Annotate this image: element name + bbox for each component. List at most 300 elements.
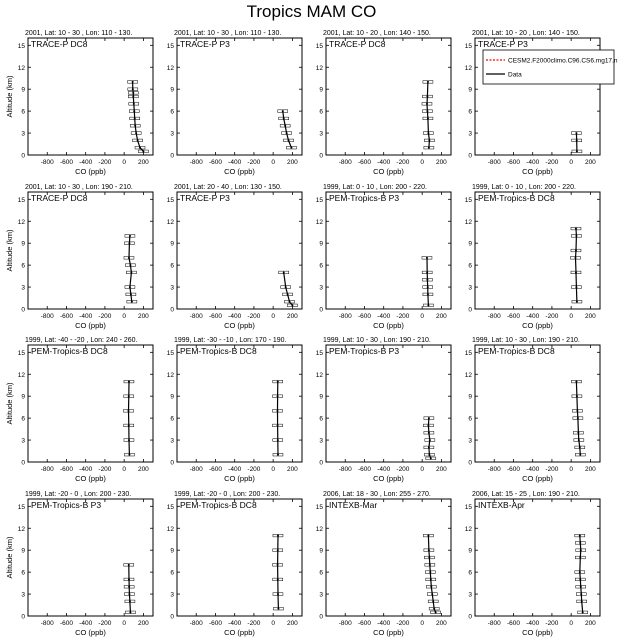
plot-frame (326, 192, 451, 309)
data-point (130, 293, 132, 295)
data-point (429, 439, 431, 441)
y-tick-label: 9 (170, 86, 174, 94)
campaign-label: TRACE-P P3 (180, 39, 230, 49)
plot-frame (475, 192, 600, 309)
y-tick-label: 6 (21, 415, 25, 423)
y-tick-label: 0 (170, 152, 174, 160)
data-point (428, 454, 430, 456)
panel-header: 2006, Lat: 18 - 30 , Lon: 255 - 270. (323, 491, 431, 498)
data-point (427, 117, 429, 119)
x-tick-label: 0 (271, 466, 275, 473)
x-tick-label: 0 (420, 620, 424, 627)
data-point (579, 557, 581, 559)
y-tick-label: 9 (21, 240, 25, 248)
x-tick-label: -800 (40, 159, 54, 166)
panel-6 (167, 184, 302, 330)
x-axis-label: CO (ppb) (75, 474, 106, 483)
panel-11 (316, 337, 451, 483)
x-tick-label: 0 (569, 620, 573, 627)
page-title: Tropics MAM CO (246, 2, 377, 21)
x-tick-label: 200 (584, 313, 596, 320)
data-point (277, 381, 279, 383)
panel-header: 1999, Lat: 0 - 10 , Lon: 200 - 220. (472, 184, 576, 191)
campaign-label: INTEXB-Apr (478, 500, 525, 510)
x-tick-label: 200 (435, 466, 447, 473)
x-tick-label: 0 (271, 620, 275, 627)
x-tick-label: -600 (59, 159, 73, 166)
x-tick-label: -600 (506, 159, 520, 166)
y-tick-label: 3 (468, 284, 472, 292)
data-point (129, 611, 131, 613)
x-tick-label: -800 (189, 620, 203, 627)
y-tick-label: 12 (315, 64, 323, 72)
panel-header: 2001, Lat: 20 - 40 , Lon: 130 - 150. (174, 184, 282, 191)
x-tick-label: -600 (506, 620, 520, 627)
data-point (128, 257, 130, 259)
data-point (575, 235, 577, 237)
x-tick-label: 200 (286, 159, 298, 166)
y-tick-label: 0 (319, 613, 323, 621)
x-axis-label: CO (ppb) (373, 628, 404, 637)
panel-15 (316, 491, 451, 637)
data-point (577, 417, 579, 419)
data-point (427, 424, 429, 426)
data-point (287, 293, 289, 295)
data-point (289, 301, 291, 303)
x-tick-label: -600 (208, 620, 222, 627)
y-tick-label: 6 (468, 569, 472, 577)
data-point (429, 564, 431, 566)
data-point (277, 549, 279, 551)
x-tick-label: -600 (357, 466, 371, 473)
x-axis-label: CO (ppb) (522, 321, 553, 330)
data-point (128, 454, 130, 456)
campaign-label: PEM-Tropics-B DC8 (478, 346, 555, 356)
data-point (428, 549, 430, 551)
y-tick-label: 0 (21, 613, 25, 621)
x-tick-label: -600 (506, 466, 520, 473)
data-point (429, 571, 431, 573)
data-point (128, 586, 130, 588)
x-tick-label: 200 (137, 620, 149, 627)
x-tick-label: -400 (377, 466, 391, 473)
y-tick-label: 6 (319, 108, 323, 116)
data-point (127, 410, 129, 412)
x-tick-label: -200 (545, 620, 559, 627)
y-tick-label: 15 (17, 196, 25, 204)
data-point (284, 125, 286, 127)
x-tick-label: -400 (526, 466, 540, 473)
x-tick-label: -600 (208, 313, 222, 320)
x-tick-label: -200 (98, 159, 112, 166)
panel-header: 1999, Lat: -30 - -10 , Lon: 170 - 190. (174, 337, 287, 344)
data-point (128, 564, 130, 566)
x-tick-label: -800 (40, 466, 54, 473)
y-tick-label: 15 (315, 42, 323, 50)
data-point (131, 301, 133, 303)
campaign-label: TRACE-P DC8 (31, 193, 88, 203)
y-tick-label: 3 (319, 437, 323, 445)
x-tick-label: -200 (98, 466, 112, 473)
y-tick-label: 6 (170, 262, 174, 270)
y-tick-label: 15 (166, 503, 174, 511)
data-point (426, 271, 428, 273)
y-tick-label: 6 (170, 569, 174, 577)
y-tick-label: 6 (21, 262, 25, 270)
y-tick-label: 0 (170, 306, 174, 314)
x-tick-label: -800 (338, 313, 352, 320)
x-tick-label: -600 (59, 620, 73, 627)
data-point (283, 117, 285, 119)
y-tick-label: 3 (21, 284, 25, 292)
data-point (426, 96, 428, 98)
panel-12 (465, 337, 600, 483)
x-tick-label: -400 (228, 620, 242, 627)
y-tick-label: 6 (170, 108, 174, 116)
data-point (142, 150, 144, 152)
x-axis-label: CO (ppb) (373, 321, 404, 330)
y-tick-label: 6 (468, 108, 472, 116)
data-point (283, 271, 285, 273)
x-tick-label: -600 (208, 159, 222, 166)
y-tick-label: 15 (17, 349, 25, 357)
panel-header: 2001, Lat: 10 - 30 , Lon: 190 - 210. (25, 184, 133, 191)
campaign-label: TRACE-P P3 (478, 39, 528, 49)
y-axis-label: Altitude (km) (5, 75, 14, 118)
y-tick-label: 3 (319, 130, 323, 138)
plot-frame (28, 192, 153, 309)
x-tick-label: 0 (271, 159, 275, 166)
x-tick-label: -200 (545, 159, 559, 166)
y-tick-label: 3 (21, 591, 25, 599)
y-tick-label: 15 (464, 196, 472, 204)
panel-7 (316, 184, 451, 330)
panel-13 (5, 491, 153, 637)
y-tick-label: 15 (166, 42, 174, 50)
y-tick-label: 12 (17, 218, 25, 226)
data-point (426, 103, 428, 105)
y-tick-label: 3 (170, 284, 174, 292)
x-tick-label: 200 (584, 620, 596, 627)
panel-16 (465, 491, 600, 637)
data-point (578, 439, 580, 441)
y-axis-label: Altitude (km) (5, 229, 14, 272)
x-tick-label: -800 (487, 620, 501, 627)
legend-model-label: CESM2.F2000climo.C96.CS6.mg17.n (508, 57, 618, 65)
x-tick-label: -600 (59, 313, 73, 320)
data-point (428, 557, 430, 559)
panel-header: 1999, Lat: 10 - 30 , Lon: 190 - 210. (472, 337, 580, 344)
data-point (428, 446, 430, 448)
data-point (426, 279, 428, 281)
data-point (575, 271, 577, 273)
x-tick-label: -800 (487, 466, 501, 473)
x-tick-label: -400 (228, 159, 242, 166)
x-tick-label: -600 (506, 313, 520, 320)
data-point (276, 410, 278, 412)
y-tick-label: 9 (170, 547, 174, 555)
x-tick-label: 200 (286, 620, 298, 627)
x-tick-label: -400 (377, 159, 391, 166)
y-tick-label: 0 (170, 459, 174, 467)
x-axis-label: CO (ppb) (224, 167, 255, 176)
y-tick-label: 6 (21, 569, 25, 577)
data-line (129, 236, 132, 302)
panel-header: 1999, Lat: -40 - -20 , Lon: 240 - 260. (25, 337, 138, 344)
panel-1 (5, 30, 153, 176)
y-tick-label: 15 (464, 503, 472, 511)
campaign-label: PEM-Tropics-B DC8 (180, 500, 257, 510)
y-tick-label: 15 (315, 349, 323, 357)
data-point (277, 564, 279, 566)
y-tick-label: 12 (166, 64, 174, 72)
y-tick-label: 0 (319, 459, 323, 467)
y-tick-label: 15 (166, 349, 174, 357)
x-tick-label: -800 (338, 466, 352, 473)
campaign-label: PEM-Tropics-B P3 (329, 193, 400, 203)
data-point (428, 417, 430, 419)
data-point (435, 611, 437, 613)
x-tick-label: -800 (487, 313, 501, 320)
plot-frame (177, 38, 302, 155)
panel-header: 2001, Lat: 10 - 20 , Lon: 140 - 150. (472, 30, 580, 37)
x-tick-label: -200 (396, 620, 410, 627)
data-point (579, 446, 581, 448)
data-point (430, 586, 432, 588)
y-tick-label: 6 (468, 415, 472, 423)
x-tick-label: 0 (122, 620, 126, 627)
data-point (430, 578, 432, 580)
x-tick-label: 200 (137, 313, 149, 320)
y-tick-label: 9 (21, 86, 25, 94)
x-tick-label: -800 (189, 466, 203, 473)
x-tick-label: -600 (208, 466, 222, 473)
panel-10 (167, 337, 302, 483)
data-point (575, 132, 577, 134)
y-tick-label: 3 (468, 130, 472, 138)
data-point (129, 235, 131, 237)
panel-header: 1999, Lat: -20 - 0 , Lon: 200 - 230. (174, 491, 281, 498)
x-axis-label: CO (ppb) (522, 474, 553, 483)
x-tick-label: -200 (247, 159, 261, 166)
x-tick-label: -400 (526, 159, 540, 166)
data-point (575, 381, 577, 383)
plot-frame (28, 345, 153, 462)
y-tick-label: 0 (21, 306, 25, 314)
y-tick-label: 6 (21, 108, 25, 116)
x-tick-label: 200 (584, 466, 596, 473)
data-point (277, 608, 279, 610)
y-tick-label: 3 (319, 591, 323, 599)
data-point (277, 535, 279, 537)
panel-4 (465, 30, 618, 176)
data-point (576, 395, 578, 397)
x-tick-label: 0 (420, 466, 424, 473)
x-tick-label: -200 (98, 620, 112, 627)
x-axis-label: CO (ppb) (373, 474, 404, 483)
data-line (427, 258, 428, 306)
data-point (579, 535, 581, 537)
x-tick-label: -800 (189, 159, 203, 166)
x-tick-label: 200 (435, 159, 447, 166)
data-point (139, 147, 141, 149)
data-point (426, 110, 428, 112)
y-tick-label: 12 (166, 525, 174, 533)
x-tick-label: -600 (357, 159, 371, 166)
x-tick-label: -200 (545, 466, 559, 473)
data-line (576, 229, 577, 302)
y-tick-label: 0 (468, 152, 472, 160)
data-point (133, 103, 135, 105)
y-tick-label: 3 (21, 130, 25, 138)
y-tick-label: 12 (464, 371, 472, 379)
y-tick-label: 9 (468, 240, 472, 248)
y-tick-label: 3 (170, 591, 174, 599)
y-tick-label: 9 (319, 86, 323, 94)
x-axis-label: CO (ppb) (224, 321, 255, 330)
y-tick-label: 0 (319, 306, 323, 314)
data-point (129, 600, 131, 602)
legend-box (483, 50, 614, 84)
campaign-label: PEM-Tropics-B DC8 (180, 346, 257, 356)
x-tick-label: -400 (377, 620, 391, 627)
data-point (428, 139, 430, 141)
campaign-label: TRACE-P DC8 (329, 39, 386, 49)
data-point (575, 250, 577, 252)
x-tick-label: -600 (59, 466, 73, 473)
x-tick-label: 0 (271, 313, 275, 320)
data-line (427, 82, 429, 148)
data-point (575, 286, 577, 288)
y-tick-label: 9 (319, 393, 323, 401)
data-point (577, 432, 579, 434)
x-tick-label: 200 (286, 313, 298, 320)
data-point (427, 535, 429, 537)
data-point (130, 271, 132, 273)
data-point (427, 293, 429, 295)
panel-8 (465, 184, 600, 330)
x-tick-label: -400 (228, 466, 242, 473)
data-point (277, 578, 279, 580)
data-point (576, 410, 578, 412)
x-tick-label: 0 (122, 313, 126, 320)
x-tick-label: -200 (247, 620, 261, 627)
y-tick-label: 15 (166, 196, 174, 204)
y-tick-label: 9 (468, 86, 472, 94)
x-axis-label: CO (ppb) (373, 167, 404, 176)
y-tick-label: 15 (464, 42, 472, 50)
data-point (277, 454, 279, 456)
panel-header: 2001, Lat: 10 - 20 , Lon: 140 - 150. (323, 30, 431, 37)
x-axis-label: CO (ppb) (522, 628, 553, 637)
x-tick-label: 0 (122, 466, 126, 473)
y-tick-label: 3 (468, 591, 472, 599)
x-tick-label: 200 (584, 159, 596, 166)
x-tick-label: -400 (79, 159, 93, 166)
data-point (128, 578, 130, 580)
panel-header: 2001, Lat: 10 - 30 , Lon: 110 - 130. (174, 30, 282, 37)
y-tick-label: 3 (468, 437, 472, 445)
data-point (132, 88, 134, 90)
plot-frame (177, 345, 302, 462)
campaign-label: PEM-Tropics-B P3 (329, 346, 400, 356)
data-point (285, 286, 287, 288)
y-tick-label: 9 (21, 547, 25, 555)
x-tick-label: -200 (396, 313, 410, 320)
x-tick-label: 200 (435, 313, 447, 320)
y-tick-label: 15 (17, 503, 25, 511)
y-tick-label: 9 (21, 393, 25, 401)
y-tick-label: 6 (319, 569, 323, 577)
y-tick-label: 12 (17, 64, 25, 72)
y-tick-label: 6 (170, 415, 174, 423)
campaign-label: INTEXB-Mar (329, 500, 378, 510)
x-tick-label: 0 (420, 313, 424, 320)
y-tick-label: 12 (17, 525, 25, 533)
campaign-label: TRACE-P P3 (180, 193, 230, 203)
plot-frame (475, 345, 600, 462)
data-point (576, 301, 578, 303)
y-tick-label: 9 (170, 240, 174, 248)
data-point (277, 395, 279, 397)
x-tick-label: -400 (79, 620, 93, 627)
campaign-label: PEM-Tropics-B DC8 (478, 193, 555, 203)
data-point (580, 549, 582, 551)
y-tick-label: 15 (464, 349, 472, 357)
data-point (576, 139, 578, 141)
y-tick-label: 12 (315, 218, 323, 226)
y-axis-label: Altitude (km) (5, 382, 14, 425)
data-point (128, 242, 130, 244)
x-tick-label: -200 (545, 313, 559, 320)
data-point (128, 439, 130, 441)
x-tick-label: -200 (396, 159, 410, 166)
y-tick-label: 6 (319, 415, 323, 423)
y-tick-label: 6 (468, 262, 472, 270)
y-tick-label: 0 (170, 613, 174, 621)
x-tick-label: -600 (357, 313, 371, 320)
data-point (427, 81, 429, 83)
y-tick-label: 15 (315, 196, 323, 204)
y-tick-label: 12 (464, 64, 472, 72)
data-point (129, 264, 131, 266)
panel-14 (167, 491, 302, 637)
data-point (277, 593, 279, 595)
x-tick-label: -200 (247, 313, 261, 320)
y-tick-label: 12 (464, 218, 472, 226)
x-axis-label: CO (ppb) (75, 321, 106, 330)
data-point (290, 147, 292, 149)
y-tick-label: 0 (21, 459, 25, 467)
panel-header: 2006, Lat: 15 - 25 , Lon: 190 - 210. (472, 491, 580, 498)
x-tick-label: 0 (569, 159, 573, 166)
data-point (579, 571, 581, 573)
x-tick-label: -400 (526, 313, 540, 320)
x-tick-label: -400 (228, 313, 242, 320)
data-point (132, 81, 134, 83)
data-point (128, 593, 130, 595)
x-tick-label: 0 (569, 466, 573, 473)
x-tick-label: -400 (526, 620, 540, 627)
y-tick-label: 3 (319, 284, 323, 292)
x-tick-label: -400 (79, 313, 93, 320)
data-point (134, 125, 136, 127)
x-tick-label: -400 (79, 466, 93, 473)
x-tick-label: 200 (137, 159, 149, 166)
x-axis-label: CO (ppb) (224, 628, 255, 637)
data-point (580, 593, 582, 595)
data-point (128, 395, 130, 397)
